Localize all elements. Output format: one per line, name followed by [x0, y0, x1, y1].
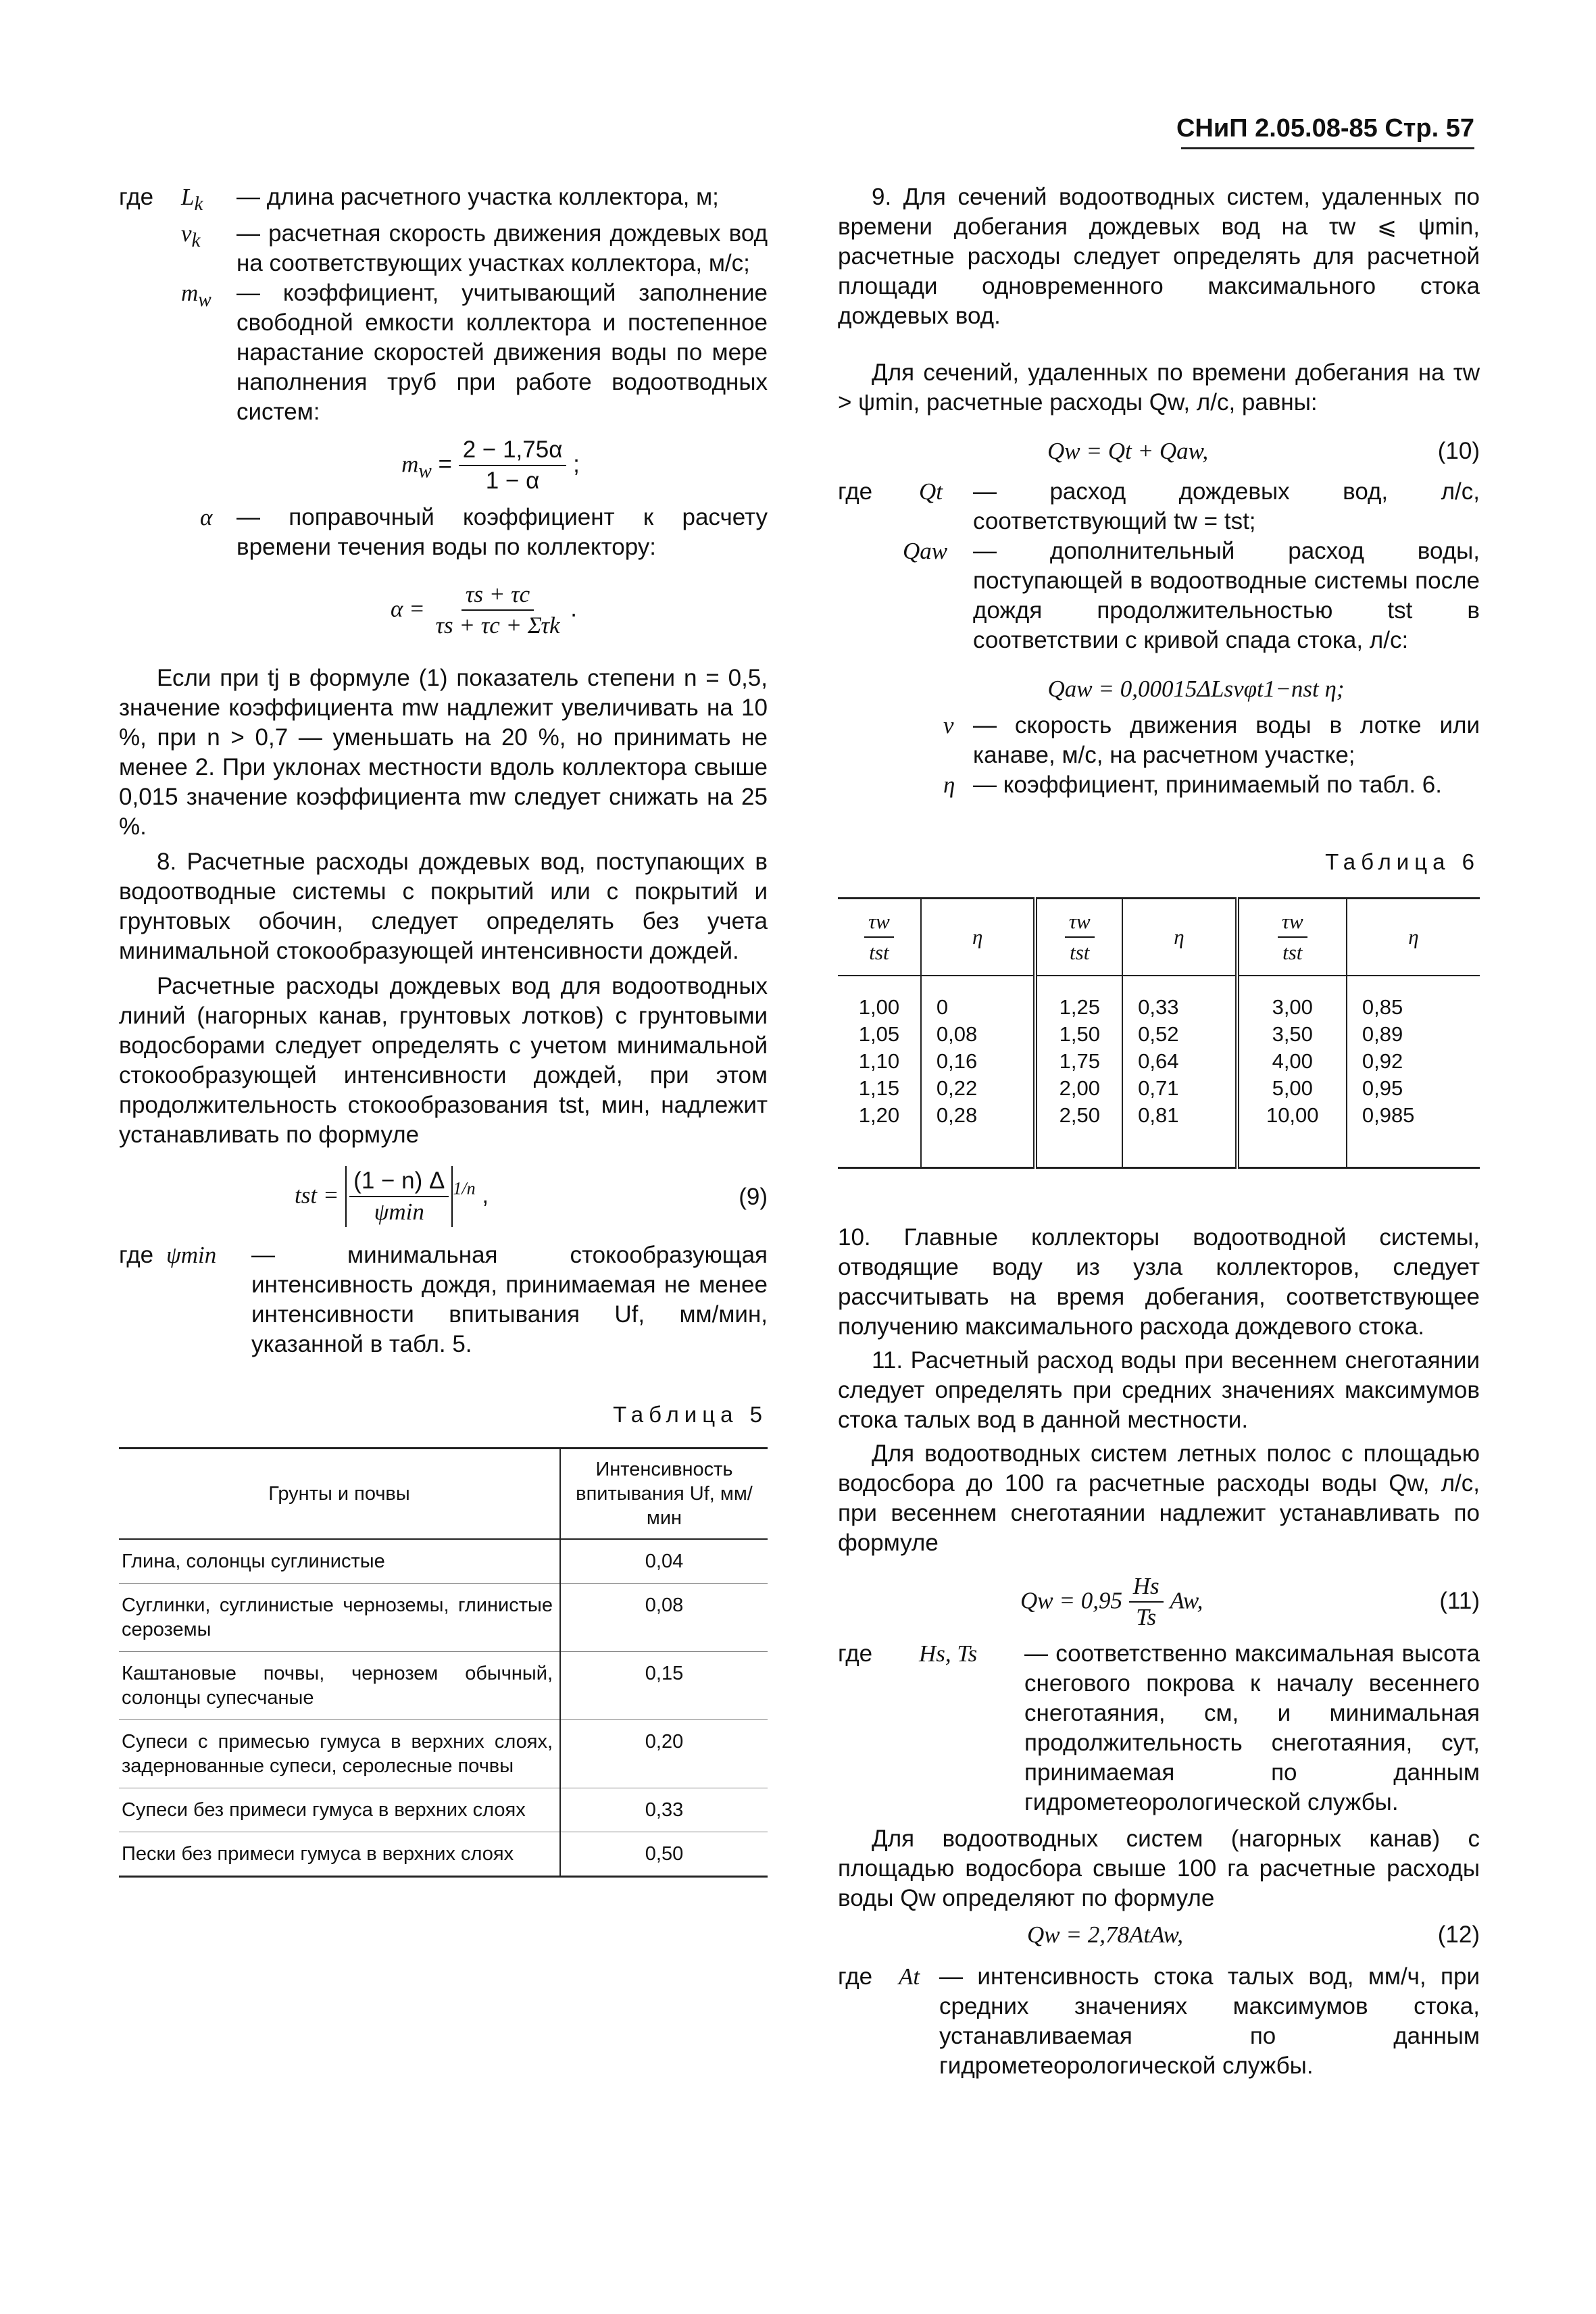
- table5-soil-cell: Супеси без примеси гумуса в верхних слоях: [119, 1788, 560, 1832]
- def-text: — соответственно максимальная высота снегового покрова к началу весеннего снеготаяния, см, и минимальная продолжительность снеготаяния, сут, принимаемая по данным гидрометеорологической службы.: [1024, 1640, 1480, 1815]
- def-qt: где Qt — расход дождевых вод, л/с, соответствующий tw = tst;: [838, 477, 1480, 536]
- table5-value-cell: 0,50: [560, 1832, 768, 1877]
- def-eta: [838, 770, 1480, 800]
- table6: [838, 897, 1480, 1169]
- table6-eta-cell: 0,71: [1138, 1076, 1179, 1100]
- def-text: — минимальная стокообразующая интенсивность дождя, принимаемая не менее интенсивности впитывания Uf, мм/мин, указанной в табл. 5.: [251, 1242, 768, 1357]
- left-column: [119, 182, 768, 1878]
- table6-caption: Таблица 6: [1325, 849, 1480, 874]
- def-symbol: $v_k$: [181, 220, 201, 251]
- paragraph: Для водоотводных систем летных полос с площадью водосбора до 100 га расчетные расходы воды Qw, л/с, при весеннем снеготаянии надлежит устанавливать по формуле: [838, 1440, 1480, 1556]
- table5-soil-cell: Супеси с примесью гумуса в верхних слоях, задернованные супеси, серолесные почвы: [119, 1720, 560, 1788]
- table6-row: [838, 1021, 1480, 1048]
- def-symbol: η: [943, 772, 955, 798]
- table5-header-soil: Грунты и почвы: [119, 1449, 560, 1540]
- def-text: — расход дождевых вод, л/с, соответствующий tw = tst;: [973, 478, 1480, 534]
- table6-ratio-cell: 2,50: [1035, 1102, 1122, 1168]
- table6-ratio-cell: 1,15: [838, 1075, 921, 1102]
- table5-soil-cell: Каштановые почвы, чернозем обычный, солонцы супесчаные: [119, 1652, 560, 1720]
- table6-ratio-cell: 1,50: [1035, 1021, 1122, 1048]
- table6-row: [838, 1102, 1480, 1168]
- def-text: — дополнительный расход воды, поступающей в водоотводные системы после дождя продолжительностью tst в соответствии с кривой спада стока, л/с:: [973, 538, 1480, 653]
- table6-ratio-cell: 1,75: [1035, 1048, 1122, 1075]
- table6-ratio-cell: 1,20: [838, 1102, 921, 1168]
- table6-eta-cell: 0,95: [1362, 1076, 1403, 1100]
- equation-number: (12): [1437, 1921, 1480, 1948]
- table6-eta-cell: 0,85: [1362, 995, 1403, 1019]
- table5-caption: Таблица 5: [613, 1402, 768, 1427]
- def-text: — поправочный коэффициент к расчету времени течения воды по коллектору:: [236, 504, 768, 560]
- table5-value-cell: 0,08: [560, 1584, 768, 1652]
- table5-row: [119, 1832, 768, 1877]
- table5-row: [119, 1539, 768, 1584]
- def-symbol: ψmin: [166, 1242, 217, 1268]
- table5-row: [119, 1584, 768, 1652]
- table5-value-cell: 0,33: [560, 1788, 768, 1832]
- table6-eta-cell: 0,81: [1138, 1103, 1179, 1127]
- equation-11: Qw = 0,95 $\frac{Hs}{Ts}$ Aw, (11): [1020, 1573, 1480, 1630]
- def-at: где At — интенсивность стока талых вод, мм/ч, при средних значениях максимумов стока, устанавливаемая по данным гидрометеорологической службы.: [838, 1962, 1480, 2081]
- def-mw: [119, 278, 768, 427]
- def-prefix: где: [119, 184, 154, 210]
- table5-soil-cell: Глина, солонцы суглинистые: [119, 1539, 560, 1584]
- table6-ratio-cell: 3,00: [1237, 976, 1347, 1021]
- table6-ratio-cell: 1,25: [1035, 976, 1122, 1021]
- paragraph-11: 11. Расчетный расход воды при весеннем снеготаянии следует определять при средних значениях максимумов стока талых вод в данной местности.: [838, 1347, 1480, 1433]
- table6-eta-cell: 0,22: [936, 1076, 978, 1100]
- table6-header-eta: η: [1174, 925, 1184, 949]
- table5: [119, 1447, 768, 1878]
- table6-row: [838, 1075, 1480, 1102]
- table6-ratio-cell: 10,00: [1237, 1102, 1347, 1168]
- header-rule: [1181, 147, 1474, 149]
- table5-row: [119, 1652, 768, 1720]
- table6-ratio-cell: 1,00: [838, 976, 921, 1021]
- equation-number: (11): [1439, 1588, 1480, 1614]
- def-text: — коэффициент, принимаемый по табл. 6.: [973, 772, 1443, 798]
- equation-qaw: Qaw = 0,00015ΔLsvφt1−nst η;: [1047, 676, 1345, 702]
- table6-row: [838, 976, 1480, 1021]
- def-lk: [119, 182, 768, 219]
- table6-header-ratio: $\frac{\tau w}{\text{tst}}$: [1035, 899, 1122, 976]
- paragraph: Для водоотводных систем (нагорных канав) с площадью водосбора свыше 100 га расчетные расходы воды Qw определяют по формуле: [838, 1826, 1480, 1911]
- def-qaw: [838, 536, 1480, 655]
- table6-row: [838, 1048, 1480, 1075]
- paragraph: Если при tj в формуле (1) показатель степени n = 0,5, значение коэффициента mw надлежит увеличивать на 10 %, при n > 0,7 — уменьшать на 20 %, но принимать не менее 2. При уклонах местности вдоль коллектора свыше 0,015 значение коэффициента mw следует снижать на 25 %.: [119, 665, 768, 840]
- table6-eta-cell: 0: [936, 995, 949, 1019]
- table5-soil-cell: Суглинки, суглинистые черноземы, глинистые сероземы: [119, 1584, 560, 1652]
- equation-mw: $m_w$ = $\frac{2 - 1,75\alpha}{1 - \alpha}$ ;: [401, 436, 580, 494]
- table6-header-ratio: $\frac{\tau w}{\text{tst}}$: [838, 899, 921, 976]
- table6-header-eta: η: [1408, 925, 1419, 949]
- def-vk: [119, 219, 768, 278]
- equation-9: tst = $\frac{(1 - n) \Delta}{\psi\min}$ $^{1/n}$ , (9): [119, 1158, 768, 1232]
- paragraph: Расчетные расходы дождевых вод для водоотводных линий (нагорных канав, грунтовых лотков) с грунтовыми водосборами следует определять с учетом минимальной стокообразующей интенсивности дождей, при этом продолжительность стокообразования tst, мин, надлежит устанавливать по формуле: [119, 973, 768, 1148]
- def-alpha: [119, 503, 768, 562]
- def-text: — интенсивность стока талых вод, мм/ч, при средних значениях максимумов стока, устанавливаемая по данным гидрометеорологической службы.: [939, 1963, 1480, 2079]
- paragraph: Для сечений, удаленных по времени добегания на τw > ψmin, расчетные расходы Qw, л/с, равны:: [838, 359, 1480, 416]
- def-text: — расчетная скорость движения дождевых вод на соответствующих участках коллектора, м/с;: [236, 220, 768, 276]
- table6-ratio-cell: 2,00: [1035, 1075, 1122, 1102]
- def-text: — скорость движения воды в лотке или канаве, м/с, на расчетном участке;: [973, 712, 1480, 768]
- equation-alpha: α = $\frac{\tau s + \tau c}{\text{τs + τc + Στk}}$ .: [390, 581, 578, 638]
- equation-12: Qw = 2,78AtAw, (12): [838, 1920, 1480, 1958]
- page-header: СНиП 2.05.08-85 Стр. 57: [1176, 114, 1474, 143]
- def-symbol: v: [943, 712, 954, 738]
- def-symbol: Hs, Ts: [919, 1640, 978, 1667]
- def-psi: где ψmin — минимальная стокообразующая интенсивность дождя, принимаемая не менее интенсивности впитывания Uf, мм/мин, указанной в табл. 5.: [119, 1240, 768, 1359]
- def-v: [838, 711, 1480, 770]
- table6-header-row: [838, 899, 1480, 976]
- table5-value-cell: 0,20: [560, 1720, 768, 1788]
- def-symbol: $m_w$: [181, 280, 211, 311]
- table6-eta-cell: 0,16: [936, 1049, 978, 1073]
- table5-row: [119, 1720, 768, 1788]
- table6-eta-cell: 0,33: [1138, 995, 1179, 1019]
- table6-eta-cell: 0,64: [1138, 1049, 1179, 1073]
- def-hs-ts: где Hs, Ts — соответственно максимальная высота снегового покрова к началу весеннего снеготаяния, см, и минимальная продолжительность снеготаяния, сут, принимаемая по данным гидрометеорологической службы.: [838, 1639, 1480, 1817]
- table6-eta-cell: 0,92: [1362, 1049, 1403, 1073]
- equation-number: (9): [739, 1184, 768, 1210]
- table5-row: [119, 1788, 768, 1832]
- table6-header-ratio: $\frac{\tau w}{\text{tst}}$: [1237, 899, 1347, 976]
- table5-value-cell: 0,15: [560, 1652, 768, 1720]
- table6-eta-cell: 0,08: [936, 1022, 978, 1046]
- paragraph-9: 9. Для сечений водоотводных систем, удаленных по времени добегания дождевых вод на τw ⩽ ψmin, расчетные расходы следует определять для расчетной площади одновременного максимального стока дождевых вод.: [838, 184, 1480, 329]
- equation-10: Qw = Qt + Qaw, (10): [838, 436, 1480, 477]
- table6-eta-cell: 0,52: [1138, 1022, 1179, 1046]
- table6-eta-cell: 0,985: [1362, 1103, 1415, 1127]
- equation-number: (10): [1437, 438, 1480, 464]
- table5-value-cell: 0,04: [560, 1539, 768, 1584]
- table6-ratio-cell: 1,10: [838, 1048, 921, 1075]
- table6-header-eta: η: [972, 925, 983, 949]
- def-symbol: $L_k$: [181, 184, 203, 215]
- def-text: — длина расчетного участка коллектора, м;: [236, 184, 719, 210]
- def-symbol: Qaw: [903, 538, 948, 564]
- table6-ratio-cell: 5,00: [1237, 1075, 1347, 1102]
- def-symbol: Qt: [919, 478, 943, 505]
- def-symbol: α: [200, 504, 213, 530]
- right-column: [838, 182, 1480, 2081]
- paragraph-8: 8. Расчетные расходы дождевых вод, поступающих в водоотводные системы с покрытий или с покрытий и грунтовых обочин, следует определять без учета минимальной стокообразующей интенсивности дождей.: [119, 849, 768, 964]
- table6-eta-cell: 0,89: [1362, 1022, 1403, 1046]
- table5-soil-cell: Пески без примеси гумуса в верхних слоях: [119, 1832, 560, 1877]
- table6-eta-cell: 0,28: [936, 1103, 978, 1127]
- paragraph-10: 10. Главные коллекторы водоотводной системы, отводящие воду из узла коллекторов, следует рассчитывать на время добегания, соответствующее получению максимального расхода дождевого стока.: [838, 1224, 1480, 1340]
- table5-header-intensity: Интенсивность впитывания Uf, мм/мин: [576, 1459, 753, 1529]
- table6-ratio-cell: 4,00: [1237, 1048, 1347, 1075]
- def-text: — коэффициент, учитывающий заполнение свободной емкости коллектора и постепенное нарастание скоростей движения воды по мере наполнения труб при работе водоотводных систем:: [236, 280, 768, 425]
- def-symbol: At: [899, 1963, 920, 1990]
- table6-ratio-cell: 3,50: [1237, 1021, 1347, 1048]
- table6-ratio-cell: 1,05: [838, 1021, 921, 1048]
